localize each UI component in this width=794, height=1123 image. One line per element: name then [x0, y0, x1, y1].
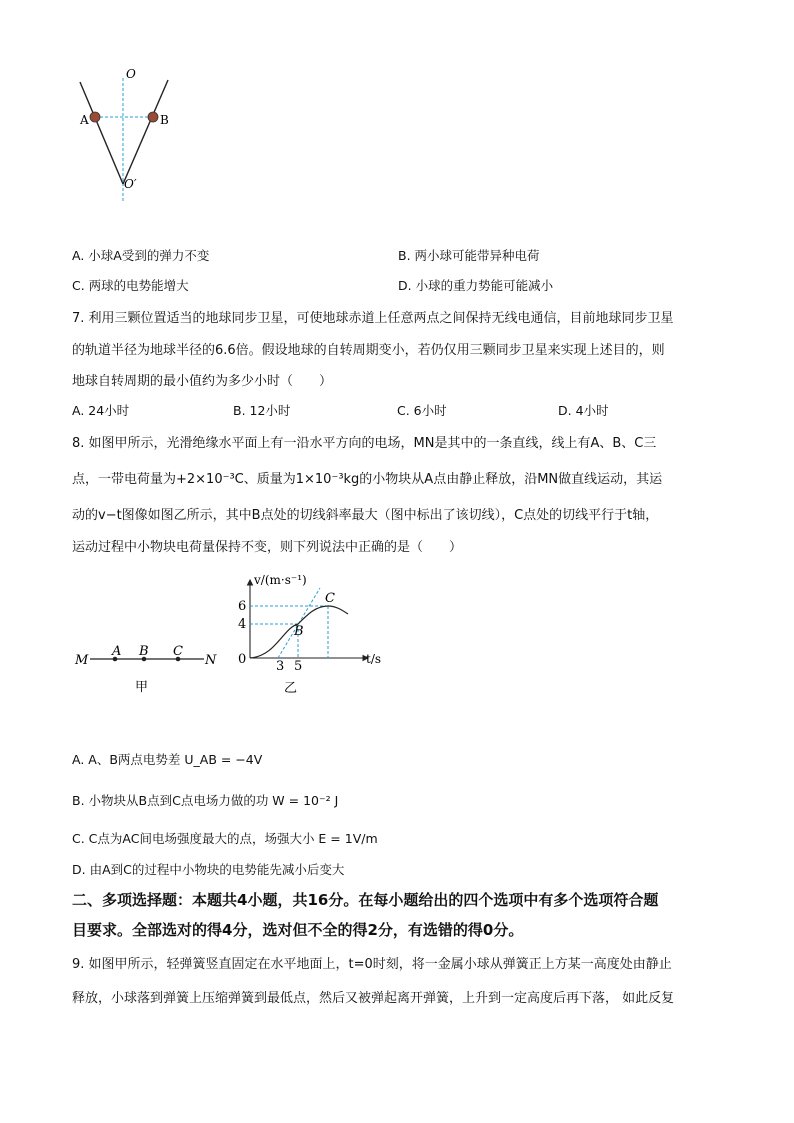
label-m: M [75, 653, 89, 668]
q7-line-3: 地球自转周期的最小值约为多少小时（ ） [72, 374, 333, 389]
caption-yi: 乙 [284, 681, 298, 696]
q8-option-a: A. A、B两点电势差 U_AB = −4V [72, 752, 263, 767]
q7-line-2: 的轨道半径为地球半径的6.6倍。假设地球的自转周期变小，若仍仅用三颗同步卫星来实现上述目的，则 [72, 343, 665, 358]
label-point-c: C [325, 591, 335, 606]
figure-jia [72, 640, 222, 695]
tick-0: 0 [238, 652, 247, 667]
q7-option-b: B. 12小时 [233, 403, 291, 418]
tick-6: 6 [238, 599, 247, 614]
label-o-prime: O′ [124, 177, 137, 191]
q7-option-c: C. 6小时 [397, 403, 447, 418]
q9-line-1: 9. 如图甲所示，轻弹簧竖直固定在水平地面上，t=0时刻，将一金属小球从弹簧正上方某一高度处由静止 [72, 957, 672, 972]
q8-option-c: C. C点为AC间电场强度最大的点，场强大小 E = 1V/m [72, 831, 378, 846]
label-b: B [139, 644, 149, 659]
ball-a [90, 112, 100, 122]
label-a: A [112, 644, 122, 659]
tick-4: 4 [238, 617, 247, 632]
figure-v-rods [70, 62, 180, 207]
q7-option-d: D. 4小时 [558, 403, 609, 418]
tick-5: 5 [294, 659, 303, 674]
q8-line-4: 运动过程中小物块电荷量保持不变，则下列说法中正确的是（ ） [72, 540, 463, 555]
label-t-axis: t/s [366, 652, 382, 666]
caption-jia: 甲 [135, 680, 149, 695]
q6-option-c: C. 两球的电势能增大 [72, 278, 189, 293]
q8-line-1: 8. 如图甲所示，光滑绝缘水平面上有一沿水平方向的电场，MN是其中的一条直线，线上有A、B、C三 [72, 436, 657, 451]
q6-option-d: D. 小球的重力势能可能减小 [398, 278, 554, 293]
label-b: B [160, 113, 169, 127]
section-2-heading-line-2: 目要求。全部选对的得4分，选对但不全的得2分，有选错的得0分。 [72, 921, 524, 939]
ball-b [148, 112, 158, 122]
left-rod [80, 82, 123, 184]
q8-option-d: D. 由A到C的过程中小物块的电势能先减小后变大 [72, 862, 345, 877]
right-rod [123, 80, 168, 184]
label-o: O [126, 67, 136, 81]
q7-option-a: A. 24小时 [72, 403, 130, 418]
label-a: A [80, 113, 89, 127]
label-point-b: B [294, 624, 304, 639]
q6-option-a: A. 小球A受到的弹力不变 [72, 248, 210, 263]
figure-yi-vt-graph [228, 570, 398, 698]
q8-option-b: B. 小物块从B点到C点电场力做的功 W = 10⁻² J [72, 793, 339, 808]
label-v-axis: v/(m·s⁻¹) [254, 573, 307, 587]
q8-line-3: 动的v−t图像如图乙所示，其中B点处的切线斜率最大（图中标出了该切线），C点处的切线平行于t轴， [72, 508, 659, 523]
q7-line-1: 7. 利用三颗位置适当的地球同步卫星，可使地球赤道上任意两点之间保持无线电通信，目前地球同步卫星 [72, 311, 674, 326]
q8-line-2: 点，一带电荷量为+2×10⁻³C、质量为1×10⁻³kg的小物块从A点由静止释放，沿MN做直线运动，其运 [72, 472, 663, 487]
q6-option-b: B. 两小球可能带异种电荷 [398, 248, 540, 263]
tick-3: 3 [276, 659, 285, 674]
label-n: N [205, 653, 217, 668]
section-2-heading-line-1: 二、多项选择题：本题共4小题，共16分。在每小题给出的四个选项中有多个选项符合题 [72, 891, 659, 909]
q9-line-2: 释放，小球落到弹簧上压缩弹簧到最低点，然后又被弹起离开弹簧，上升到一定高度后再下落， 如此反复 [72, 991, 675, 1006]
label-c: C [173, 644, 183, 659]
